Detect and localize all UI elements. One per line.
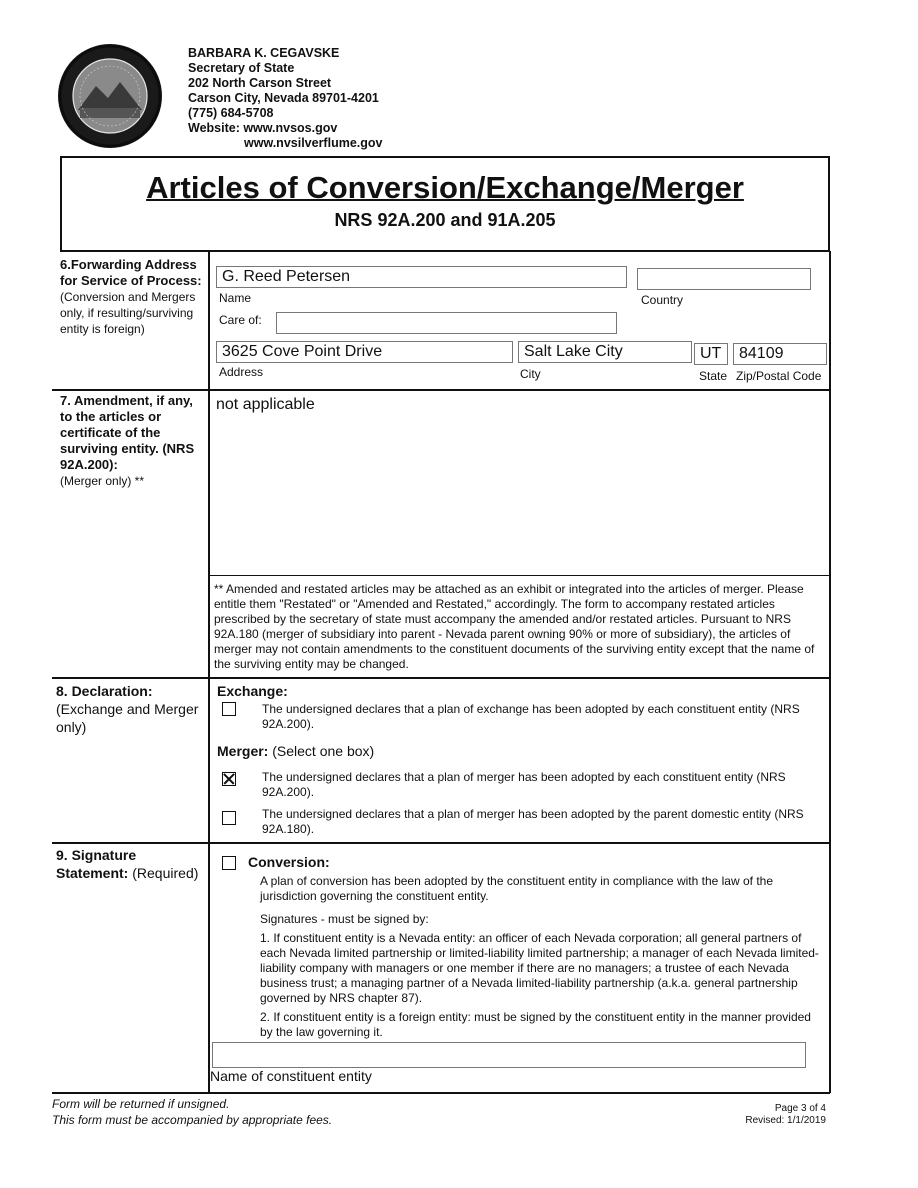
row-divider-7	[52, 389, 830, 391]
address-caption: Address	[219, 365, 264, 379]
section-8-label	[56, 682, 206, 736]
office-title: Secretary of State	[188, 61, 295, 75]
secretary-of-state-header	[188, 46, 382, 151]
footer-line-1: Form will be returned if unsigned.	[52, 1097, 230, 1111]
row-divider-7-note	[210, 575, 830, 576]
section-9-label	[56, 846, 206, 882]
office-city: Carson City, Nevada 89701-4201	[188, 91, 379, 105]
zip-caption: Zip/Postal Code	[736, 369, 822, 383]
row-divider-8	[52, 677, 830, 679]
name-caption: Name	[219, 291, 252, 305]
city-field[interactable]: Salt Lake City	[518, 341, 692, 363]
care-of-label: Care of:	[219, 313, 262, 327]
section-8-note: (Exchange and Merger only)	[56, 701, 199, 735]
exchange-checkbox[interactable]	[222, 702, 236, 716]
amendment-text-area[interactable]: not applicable	[216, 396, 315, 413]
section-7-note: (Merger only) **	[60, 474, 145, 488]
title-box	[60, 156, 830, 252]
signatures-item-1: 1. If constituent entity is a Nevada entity: an officer of each Nevada corporation; all general partners of each Nevada limited partnership or limited-liability limited partnership; a manager of each Nevada limited-liability company with managers or one member if there are no managers; a trustee of each Nevada business trust; a managing partner of a Nevada limited-liability partnership (a.k.a. general partnership governed by NRS chapter 87).	[260, 931, 819, 1005]
merger-heading: Merger:	[217, 743, 269, 759]
form-subtitle: NRS 92A.200 and 91A.205	[334, 210, 556, 230]
section-7-label	[60, 393, 206, 489]
page-number: Page 3 of 4	[774, 1103, 826, 1114]
country-field[interactable]	[637, 268, 811, 290]
footer-notes	[52, 1096, 332, 1128]
office-street: 202 North Carson Street	[188, 76, 332, 90]
bottom-border	[52, 1092, 830, 1094]
section-8-title: 8. Declaration:	[56, 683, 153, 699]
address-field[interactable]: 3625 Cove Point Drive	[216, 341, 513, 363]
column-divider	[208, 251, 210, 1093]
state-caption: State	[699, 369, 728, 383]
care-of-field[interactable]	[276, 312, 617, 334]
section-6-label	[60, 257, 208, 337]
zip-field[interactable]: 84109	[733, 343, 827, 365]
nevada-state-seal	[58, 44, 162, 148]
constituent-entity-caption: Name of constituent entity	[210, 1068, 372, 1084]
conversion-heading: Conversion:	[248, 854, 330, 870]
exchange-text: The undersigned declares that a plan of exchange has been adopted by each constituent entity (NRS 92A.200).	[262, 702, 800, 731]
section-9-title: 9. Signature Statement:	[56, 847, 137, 881]
footer-page-info	[700, 1103, 826, 1127]
section-9-note: (Required)	[132, 865, 199, 881]
signatures-heading: Signatures - must be signed by:	[260, 912, 429, 926]
official-name: BARBARA K. CEGAVSKE	[188, 46, 340, 60]
section-6-title: 6.Forwarding Address for Service of Process:	[60, 257, 202, 288]
exchange-heading: Exchange:	[217, 683, 288, 699]
revision-date: Revised: 1/1/2019	[745, 1115, 826, 1126]
seal-icon	[58, 44, 162, 148]
office-website-2: www.nvsilverflume.gov	[244, 136, 383, 150]
amendment-footnote: ** Amended and restated articles may be attached as an exhibit or integrated into the articles of merger. Please entitle them "Restated" or "Amended and Restated," accordingly. The form to accompany restated articles prescribed by the secretary of state must accompany the amended and/or restated articles. Pursuant to NRS 92A.180 (merger of subsidiary into parent - Nevada parent owning 90% or more of subsidiary), the articles of merger may not contain amendments to the constituent documents of the surviving entity except that the name of the surviving entity may be changed.	[214, 582, 815, 671]
office-phone: (775) 684-5708	[188, 106, 274, 120]
office-website: Website: www.nvsos.gov	[188, 121, 338, 135]
right-border	[829, 251, 831, 1093]
merger-option-1-text: The undersigned declares that a plan of merger has been adopted by each constituent entity (NRS 92A.200).	[262, 770, 786, 799]
row-divider-9	[52, 842, 830, 844]
merger-option-2-text: The undersigned declares that a plan of merger has been adopted by the parent domestic entity (NRS 92A.180).	[262, 807, 804, 836]
merger-heading-note: (Select one box)	[272, 743, 375, 759]
forwarding-name-field[interactable]: G. Reed Petersen	[216, 266, 627, 288]
conversion-checkbox[interactable]	[222, 856, 236, 870]
form-title: Articles of Conversion/Exchange/Merger	[146, 170, 744, 205]
merger-option-1-checkbox[interactable]	[222, 772, 236, 786]
footer-line-2: This form must be accompanied by appropriate fees.	[52, 1113, 333, 1127]
constituent-entity-name-field[interactable]	[212, 1042, 806, 1068]
country-caption: Country	[641, 293, 684, 307]
merger-option-2-checkbox[interactable]	[222, 811, 236, 825]
conversion-text: A plan of conversion has been adopted by the constituent entity in compliance with the law of the jurisdiction governing the constituent entity.	[260, 874, 773, 903]
section-7-title: 7. Amendment, if any, to the articles or certificate of the surviving entity. (NRS 92A.200):	[60, 393, 195, 472]
section-6-note: (Conversion and Mergers only, if resulting/surviving entity is foreign)	[60, 290, 196, 336]
merger-heading-row	[217, 743, 374, 759]
signatures-item-2: 2. If constituent entity is a foreign entity: must be signed by the constituent entity in the manner provided by the law governing it.	[260, 1010, 811, 1039]
state-field[interactable]: UT	[694, 343, 728, 365]
city-caption: City	[520, 367, 541, 381]
